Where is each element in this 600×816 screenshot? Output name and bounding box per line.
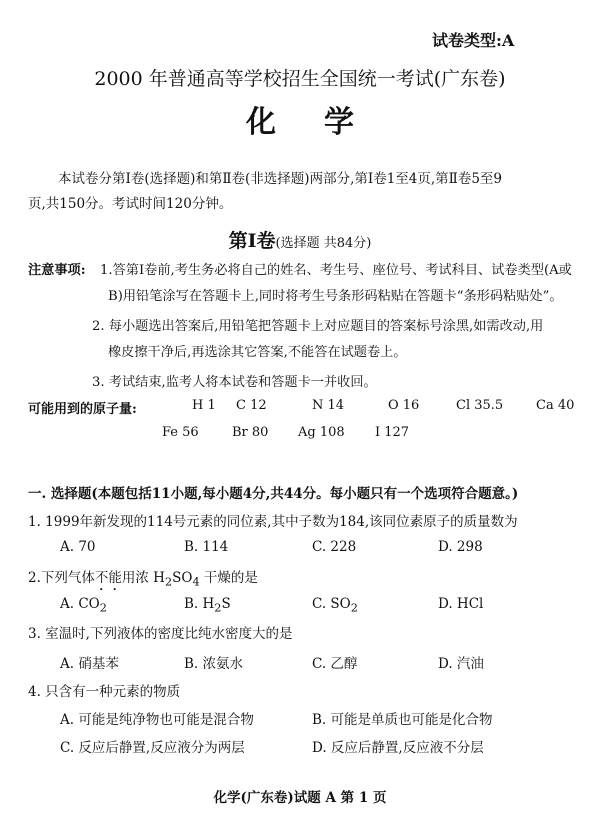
section-1-heading	[0, 226, 600, 253]
atomic-mass-item: Fe 56	[162, 425, 199, 440]
intro-line-2: 页,共150分。考试时间120分钟。	[28, 196, 233, 212]
option-subscript: 2	[350, 601, 358, 615]
exam-title: 2000 年普通高等学校招生全国统一考试(广东卷)	[94, 68, 506, 90]
question-2-stem-sub-1: 2	[164, 575, 173, 589]
section-1-title: 第Ⅰ卷	[228, 230, 276, 252]
question-2-stem-sub-2: 4	[192, 575, 200, 589]
page-footer: 化学(广东卷)试题 A 第 1 页	[213, 790, 387, 806]
question-2-option-a	[60, 596, 107, 615]
option-text: A. CO	[60, 596, 100, 612]
question-3-stem: 3. 室温时,下列液体的密度比纯水密度大的是	[28, 626, 293, 642]
question-3-option-a: A. 硝基苯	[60, 656, 119, 672]
intro-line-1: 本试卷分第Ⅰ卷(选择题)和第Ⅱ卷(非选择题)两部分,第Ⅰ卷1至4页,第Ⅱ卷5至9	[58, 171, 503, 187]
question-2-stem-pre: 2.下列气体	[28, 570, 95, 586]
atomic-mass-item: H 1	[192, 398, 216, 413]
question-3-option-b: B. 浓氨水	[184, 656, 244, 672]
option-text: D. HCl	[438, 596, 484, 612]
atomic-mass-item: Ag 108	[298, 425, 345, 440]
note-2-line-2: 橡皮擦干净后,再选涂其它答案,不能答在试题卷上。	[108, 345, 407, 360]
question-4-option-c: C. 反应后静置,反应液分为两层	[60, 740, 245, 756]
question-2-stem-emphasis: 不能	[94, 570, 122, 586]
notes-label: 注意事项:	[28, 263, 86, 278]
question-1-option-b: B. 114	[184, 539, 229, 555]
option-subscript: 2	[99, 601, 107, 615]
section-1-subtitle: (选择题 共84分)	[275, 236, 372, 251]
atomic-mass-item: I 127	[375, 425, 410, 440]
question-4-option-a: A. 可能是纯净物也可能是混合物	[60, 712, 254, 728]
option-text-tail: S	[221, 596, 231, 612]
part-1-heading: 一. 选择题(本题包括11小题,每小题4分,共44分。每小题只有一个选项符合题意。)	[28, 486, 519, 502]
atomic-mass-item: O 16	[388, 398, 420, 413]
option-text: C. SO	[312, 596, 351, 612]
atomic-mass-item: Ca 40	[536, 398, 575, 413]
question-4-option-d: D. 反应后静置,反应液不分层	[312, 740, 484, 756]
question-2-stem-mid: SO	[172, 570, 193, 586]
question-2-option-b	[184, 596, 231, 615]
atomic-mass-item: Br 80	[232, 425, 269, 440]
question-3-option-c: C. 乙醇	[312, 656, 358, 672]
question-2-stem	[28, 566, 258, 594]
question-1-stem: 1. 1999年新发现的114号元素的同位素,其中子数为184,该同位素原子的质量数为	[28, 514, 518, 530]
option-text: B. H	[184, 596, 215, 612]
question-1-option-c: C. 228	[312, 539, 357, 555]
subject-title: 化学	[246, 105, 402, 140]
question-4-stem: 4. 只含有一种元素的物质	[28, 684, 181, 700]
question-2-stem-post-a: 用浓 H	[121, 570, 165, 586]
atomic-mass-label: 可能用到的原子量:	[28, 402, 137, 417]
atomic-mass-item: C 12	[236, 398, 267, 413]
atomic-mass-item: Cl 35.5	[456, 398, 504, 413]
note-1-line-1: 1.答第Ⅰ卷前,考生务必将自己的姓名、考生号、座位号、考试科目、试卷类型(A或	[100, 263, 572, 278]
atomic-mass-item: N 14	[312, 398, 345, 413]
question-2-stem-post-b: 干燥的是	[199, 570, 258, 586]
question-1-option-a: A. 70	[60, 539, 96, 555]
question-2-option-c	[312, 596, 358, 615]
note-1-line-2: B)用铅笔涂写在答题卡上,同时将考生号条形码粘贴在答题卡“条形码粘贴处”。	[108, 289, 563, 304]
note-2-line-1: 2. 每小题选出答案后,用铅笔把答题卡上对应题目的答案标号涂黑,如需改动,用	[92, 319, 544, 334]
paper-type-label: 试卷类型:A	[432, 31, 515, 50]
option-subscript: 2	[214, 601, 222, 615]
note-3: 3. 考试结束,监考人将本试卷和答题卡一并收回。	[92, 375, 377, 390]
question-3-option-d: D. 汽油	[438, 656, 484, 672]
question-2-option-d	[438, 596, 483, 615]
question-1-option-d: D. 298	[438, 539, 483, 555]
question-4-option-b: B. 可能是单质也可能是化合物	[312, 712, 493, 728]
